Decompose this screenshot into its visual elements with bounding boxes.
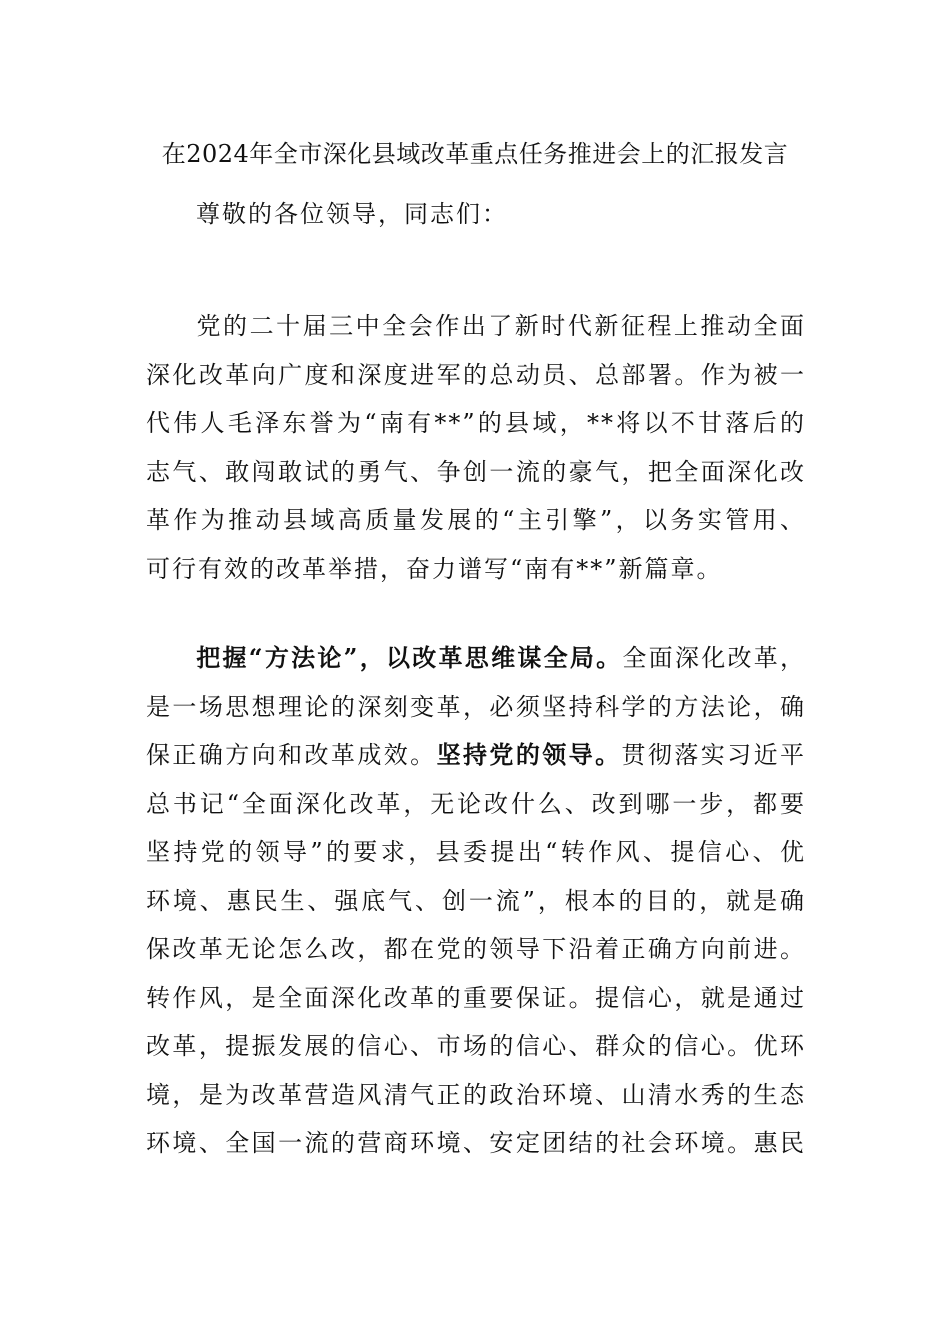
- paragraph-line: 可行有效的改革举措，奋力谱写“南有**”新篇章。: [146, 554, 723, 583]
- paragraph-line: 环境、惠民生、强底气、创一流”，根本的目的，就是确: [146, 886, 806, 915]
- paragraph-line: 把握“方法论”，以改革思维谋全局。全面深化改革，: [196, 643, 807, 672]
- paragraph-intro: [146, 302, 806, 593]
- document-title: 在2024年全市深化县域改革重点任务推进会上的汇报发言: [161, 140, 789, 168]
- paragraph-line: 志气、敢闯敢试的勇气、争创一流的豪气，把全面深化改: [146, 457, 806, 486]
- paragraph-line: 境，是为改革营造风清气正的政治环境、山清水秀的生态: [146, 1080, 806, 1109]
- section-heading: 把握“方法论”，以改革思维谋全局。: [196, 643, 623, 672]
- paragraph-line: 革作为推动县域高质量发展的“主引擎”，以务实管用、: [146, 506, 806, 534]
- paragraph-line: 转作风，是全面深化改革的重要保证。提信心，就是通过: [146, 983, 806, 1012]
- paragraph-line: 环境、全国一流的营商环境、安定团结的社会环境。惠民: [146, 1129, 806, 1157]
- paragraph-line: 党的二十届三中全会作出了新时代新征程上推动全面: [196, 312, 806, 340]
- paragraph-line: 是一场思想理论的深刻变革，必须坚持科学的方法论，确: [146, 692, 806, 721]
- paragraph-line: 坚持党的领导”的要求，县委提出“转作风、提信心、优: [146, 838, 806, 866]
- sub-heading: 坚持党的领导。: [436, 740, 622, 769]
- salutation: 尊敬的各位领导，同志们：: [196, 200, 508, 228]
- paragraph-line: 总书记“全面深化改革，无论改什么、改到哪一步，都要: [146, 789, 806, 818]
- paragraph-line: 保正确方向和改革成效。坚持党的领导。贯彻落实习近平: [146, 740, 807, 769]
- paragraph-methodology: [146, 634, 806, 1168]
- paragraph-line: 深化改革向广度和深度进军的总动员、总部署。作为被一: [146, 360, 806, 389]
- paragraph-line: 代伟人毛泽东誉为“南有**”的县域，**将以不甘落后的: [146, 409, 806, 437]
- paragraph-line: 保改革无论怎么改，都在党的领导下沿着正确方向前进。: [146, 935, 806, 963]
- paragraph-line: 改革，提振发展的信心、市场的信心、群众的信心。优环: [146, 1032, 806, 1060]
